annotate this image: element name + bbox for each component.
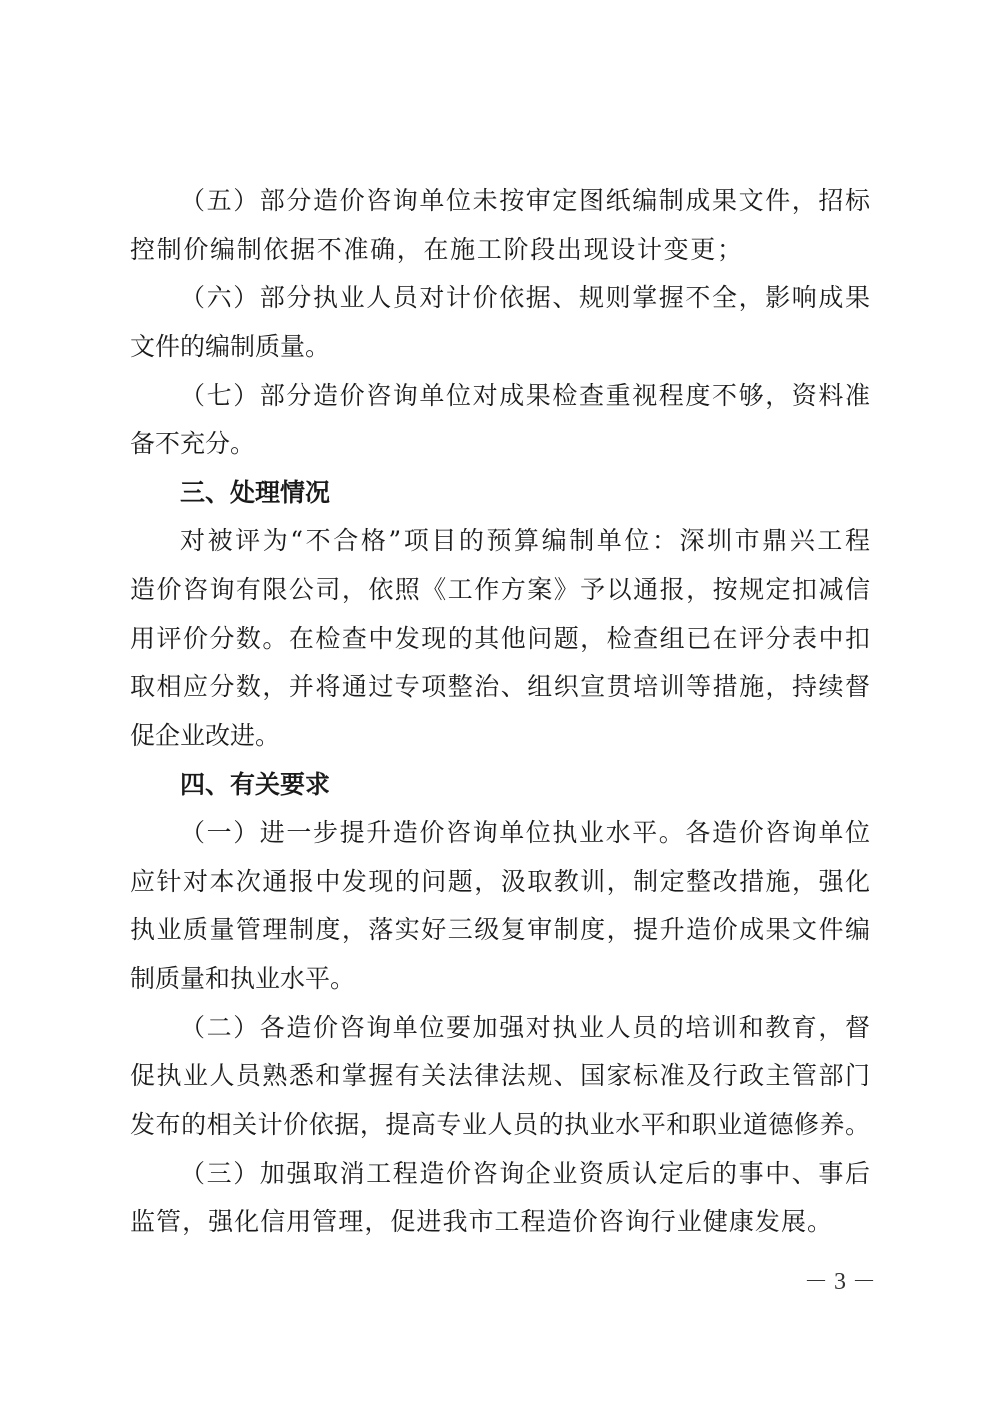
handling-paragraph-line-5: 促企业改进。: [130, 721, 281, 750]
paragraph-6-line-1: （六）部分执业人员对计价依据、规则掌握不全，影响成果: [180, 283, 870, 312]
section-heading-requirements: 四、有关要求: [180, 770, 331, 799]
requirement-2-line-1: （二）各造价咨询单位要加强对执业人员的培训和教育，督: [180, 1013, 870, 1042]
requirement-1-line-2: 应针对本次通报中发现的问题，汲取教训，制定整改措施，强化: [130, 867, 870, 896]
requirement-2-line-3: 发布的相关计价依据，提高专业人员的执业水平和职业道德修养。: [130, 1110, 870, 1139]
section-heading-handling: 三、处理情况: [180, 478, 331, 507]
handling-paragraph-line-4: 取相应分数，并将通过专项整治、组织宣贯培训等措施，持续督: [130, 672, 870, 701]
requirement-1-line-3: 执业质量管理制度，落实好三级复审制度，提升造价成果文件编: [130, 915, 870, 944]
requirement-1-line-4: 制质量和执业水平。: [130, 964, 356, 993]
handling-paragraph-line-1: 对被评为“不合格”项目的预算编制单位：深圳市鼎兴工程: [180, 526, 870, 555]
handling-paragraph-line-2: 造价咨询有限公司，依照《工作方案》予以通报，按规定扣减信: [130, 575, 870, 604]
paragraph-7-line-1: （七）部分造价咨询单位对成果检查重视程度不够，资料准: [180, 381, 870, 410]
paragraph-6-line-2: 文件的编制质量。: [130, 332, 331, 361]
requirement-2-line-2: 促执业人员熟悉和掌握有关法律法规、国家标准及行政主管部门: [130, 1061, 870, 1090]
requirement-1-line-1: （一）进一步提升造价咨询单位执业水平。各造价咨询单位: [180, 818, 870, 847]
paragraph-7-line-2: 备不充分。: [130, 429, 256, 458]
requirement-3-line-2: 监管，强化信用管理，促进我市工程造价咨询行业健康发展。: [130, 1207, 832, 1236]
page-number: － 3 －: [804, 1269, 876, 1295]
requirement-3-line-1: （三）加强取消工程造价咨询企业资质认定后的事中、事后: [180, 1159, 870, 1188]
handling-paragraph-line-3: 用评价分数。在检查中发现的其他问题，检查组已在评分表中扣: [130, 624, 870, 653]
paragraph-5-line-1: （五）部分造价咨询单位未按审定图纸编制成果文件，招标: [180, 186, 870, 215]
paragraph-5-line-2: 控制价编制依据不准确，在施工阶段出现设计变更；: [130, 235, 742, 264]
